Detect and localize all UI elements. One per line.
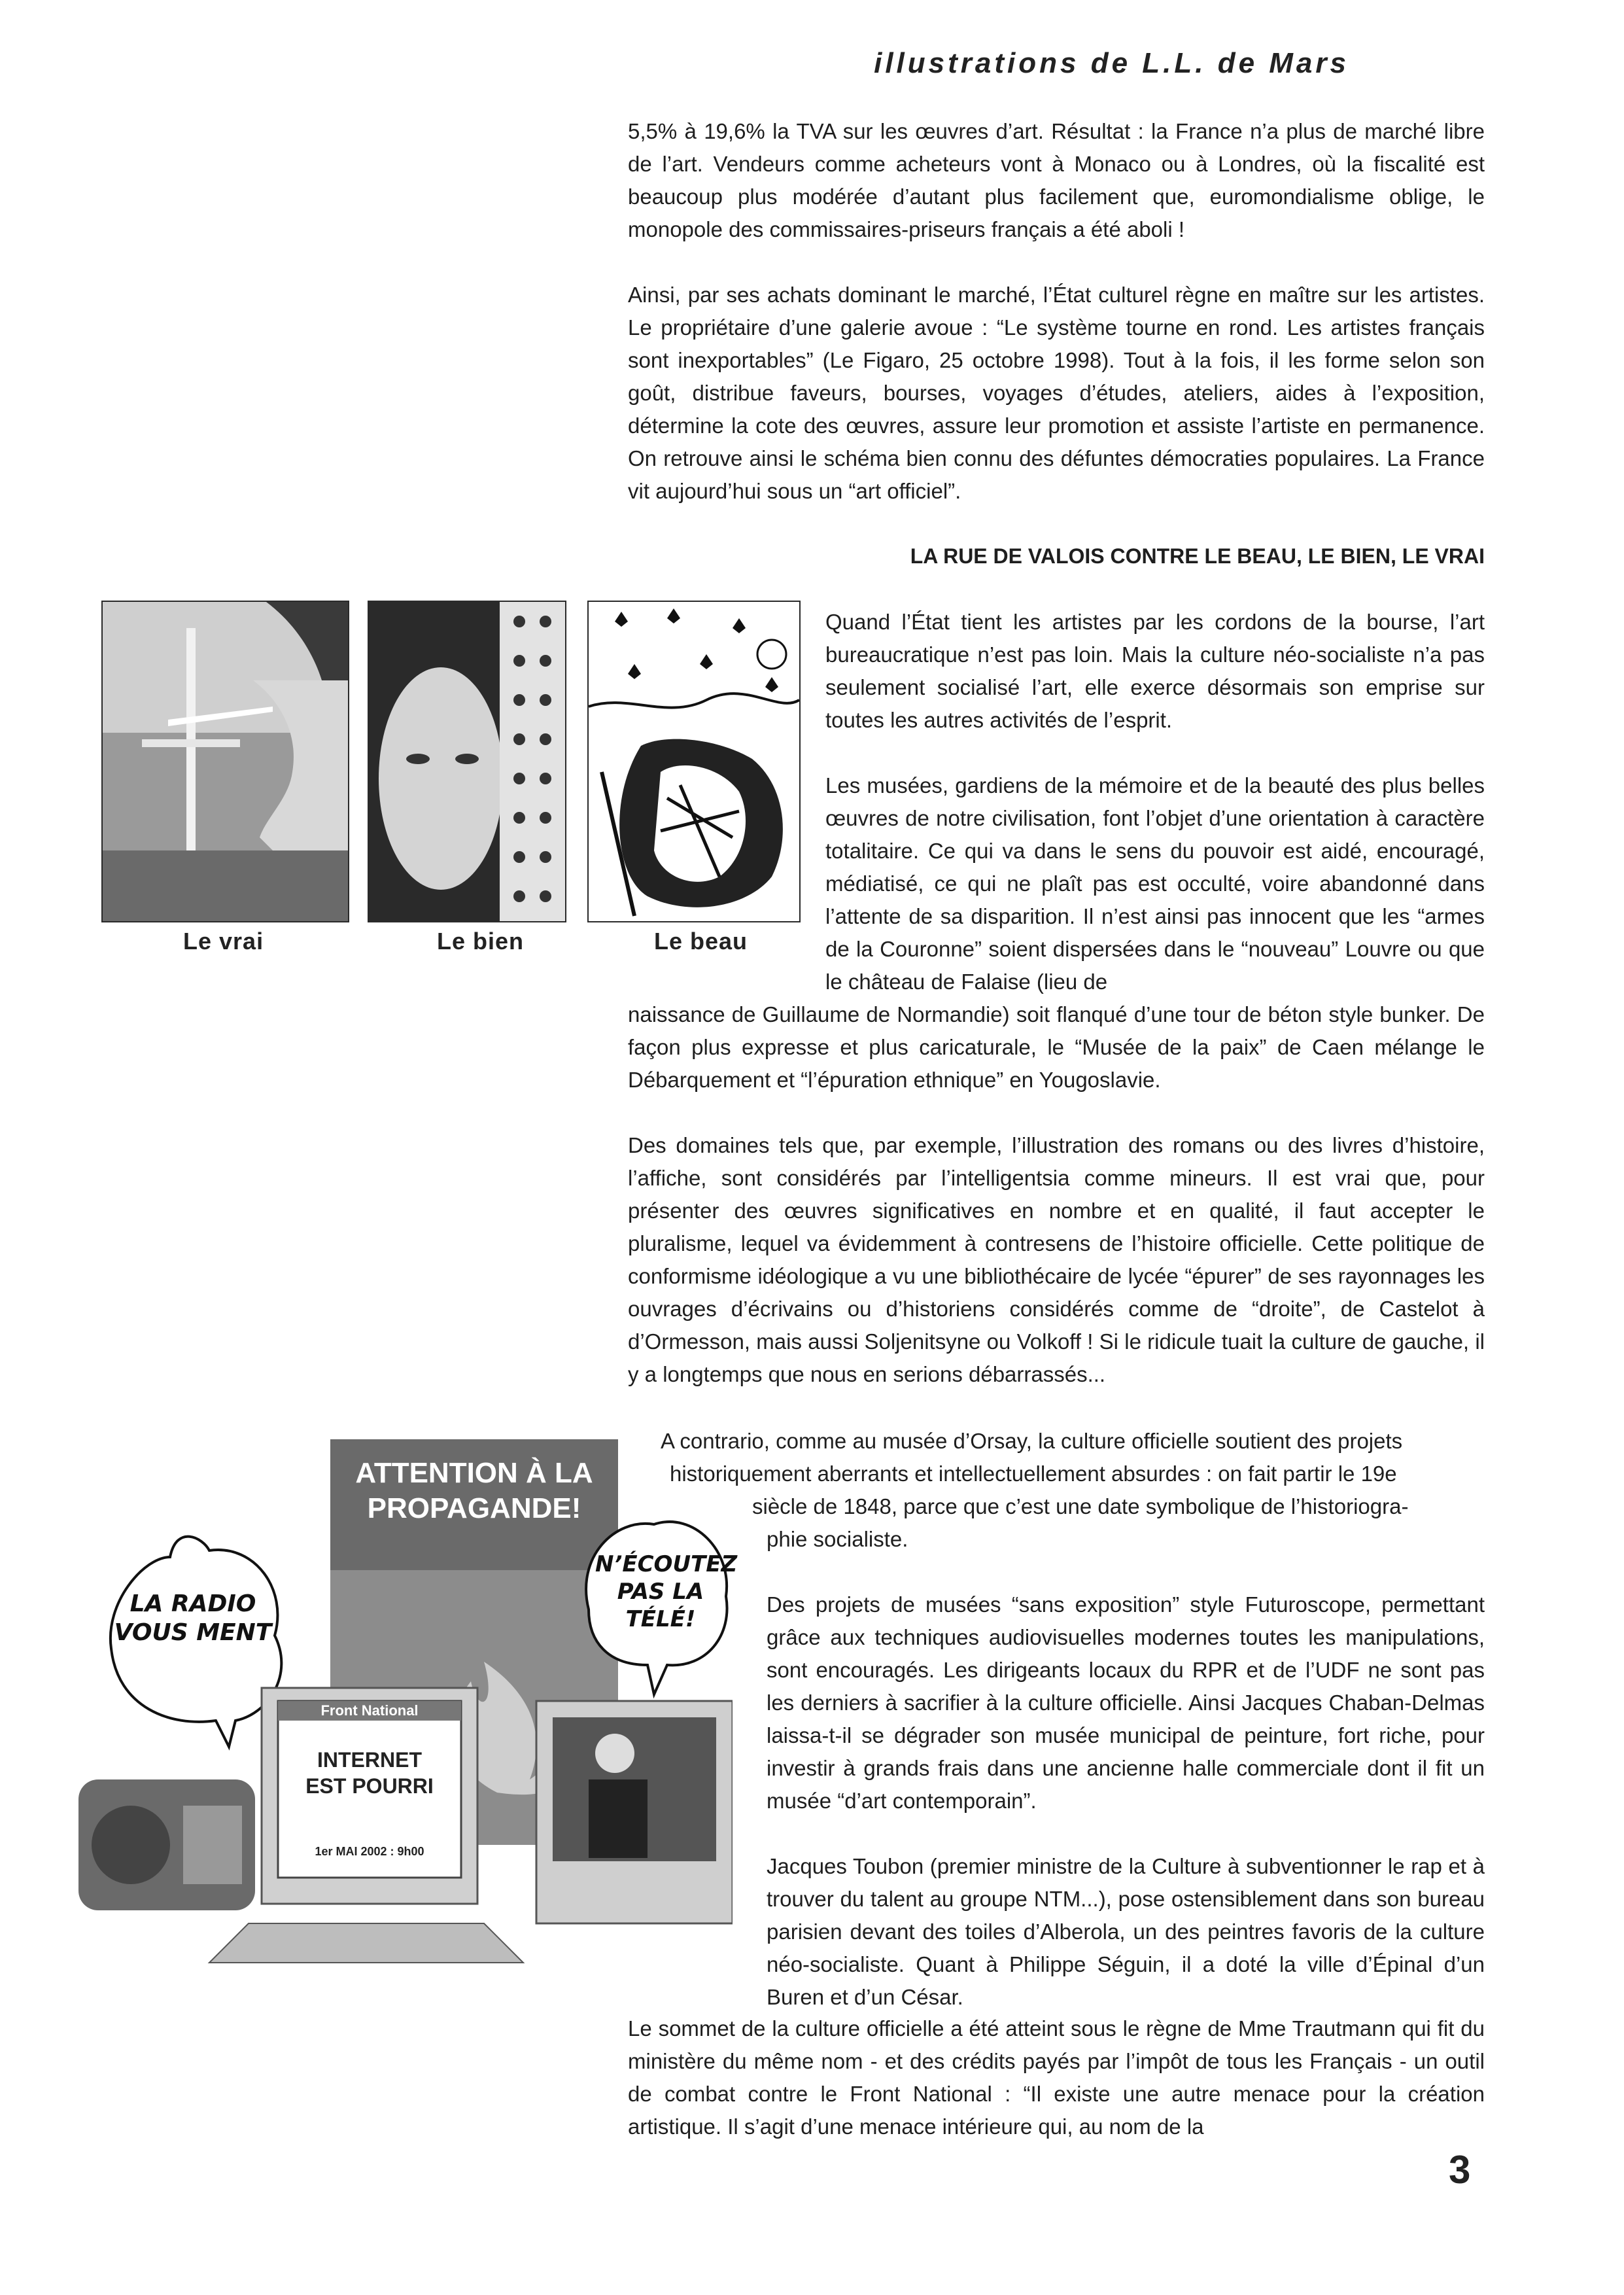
paragraph-musees: Les musées, gardiens de la mémoire et de la beauté des plus belles œuvres de notre civilisation, font l’objet d’une orientation à caractère totalitaire. Ce qui va dans le sens du pouvoir est aidé, encouragé, médiatisé, ce qui ne plaît pas est occulté, voire abandonné dans l’attente de sa disparition. Il n’est ainsi pas innocent que les “armes de la Couronne” soient dispersées dans le “nouveau” Louvre ou que le château de Falaise (lieu de: [825, 773, 1485, 994]
photo-le-vrai: [101, 601, 349, 922]
section-heading: LA RUE DE VALOIS CONTRE LE BEAU, LE BIEN, LE VRAI: [910, 544, 1485, 568]
paragraph-contrario-line-1: A contrario, comme au musée d’Orsay, la culture officielle soutient des projets: [661, 1429, 1403, 1453]
caption-le-bien: Le bien: [437, 928, 525, 955]
paragraph-tva: 5,5% à 19,6% la TVA sur les œuvres d’art. Résultat : la France n’a plus de marché libre de l’art. Vendeurs comme acheteurs vont à Monaco ou à Londres, où la fiscalité est beaucoup plus modérée d’autant plus facilement que, euromondialisme oblige, le monopole des commissaires-priseurs français a été aboli !: [628, 119, 1485, 241]
paragraph-etat-artistes: Quand l’État tient les artistes par les cordons de la bourse, l’art bureaucratique n’est pas loin. Mais la culture néo-socialiste n’a pas seulement socialisé l’art, elle exerce désormais son emprise sur toutes les autres activités de l’esprit.: [825, 610, 1485, 732]
screen-headline: INTERNET EST POURRI: [305, 1748, 434, 1798]
photo-le-bien: [368, 601, 566, 922]
paragraph-etat-culturel: Ainsi, par ses achats dominant le marché, l’État culturel règne en maître sur les artistes. Le propriétaire d’une galerie avoue : “Le système tourne en rond. Les artistes français sont inexportables” (Le Figaro, 25 octobre 1998). Tout à la fois, il les forme selon son goût, distribue faveurs, bourses, voyages d’études, ateliers, aides à l’exposition, détermine la cote des œuvres, assure leur promotion et assiste l’artiste en permanence. On retrouve ainsi le schéma bien connu des défuntes démocraties populaires. La France vit aujourd’hui sous un “art officiel”.: [628, 283, 1485, 503]
caption-le-beau: Le beau: [654, 928, 748, 955]
radio-bubble-text: LA RADIO VOUS MENT: [114, 1590, 272, 1646]
paragraph-trautmann: Le sommet de la culture officielle a été atteint sous le règne de Mme Trautmann qui fit du ministère du même nom - et des crédits payés par l’impôt de tous les Français - un outil de combat contre le Front National : “Il existe une autre menace pour la création artistique. Il s’agit d’une menace intérieure qui, au nom de la: [628, 2016, 1485, 2139]
paragraph-futuroscope: Des projets de musées “sans exposition” style Futuroscope, permettant grâce aux techniques audiovisuelles modernes toutes les manipulations, sont encouragés. Les dirigeants locaux du RPR et de l’UDF ne sont pas les derniers à sacrifier à la culture officielle. Ainsi Jacques Chaban-Delmas laissa-t-il se dégrader son musée municipal de peinture, fort riche, pour investir à grands frais dans une ancienne halle commerciale dont il fit un musée “d’art contemporain”.: [767, 1592, 1485, 1813]
poster-title: ATTENTION À LA PROPAGANDE!: [355, 1457, 593, 1524]
le-beau-drawing: [589, 602, 799, 921]
paragraph-toubon: Jacques Toubon (premier ministre de la Culture à subventionner le rap et à trouver du talent au groupe NTM...), pose ostensiblement dans son bureau parisien devant des toiles d’Alberola, un des peintres favoris de la culture néo-socialiste. Quant à Philippe Séguin, il a doté la ville d’Épinal d’un Buren et d’un César.: [767, 1854, 1485, 2009]
page-header-title: illustrations de L.L. de Mars: [874, 47, 1349, 79]
le-vrai-image: [103, 602, 348, 921]
caption-le-vrai: Le vrai: [183, 928, 264, 955]
page-number: 3: [1449, 2148, 1471, 2192]
paragraph-contrario-line-3: siècle de 1848, parce que c’est une date symbolique de l’historiogra-: [752, 1494, 1409, 1518]
paragraph-contrario-line-4: phie socialiste.: [767, 1527, 908, 1551]
photo-le-beau: [587, 601, 801, 922]
tv-bubble-text: N’ÉCOUTEZ PAS LA TÉLÉ!: [595, 1551, 738, 1632]
le-bien-image: [369, 602, 565, 921]
paragraph-domaines: Des domaines tels que, par exemple, l’illustration des romans ou des livres d’histoire, l’affiche, sont considérés par l’intelligentsia comme mineurs. Il est vrai que, pour présenter des œuvres significatives en nombre et en qualité, il faut accepter le pluralisme, lequel va évidemment à contresens de l’histoire officielle. Cette politique de conformisme idéologique a vu une bibliothécaire de lycée “épurer” de ses rayonnages les ouvrages d’écrivains ou d’historiens considérés comme de “droite”, de Castelot à d’Ormesson, mais aussi Soljenitsyne ou Volkoff ! Si le ridicule tuait la culture de gauche, il y a longtemps que nous en serions débarrassés...: [628, 1133, 1485, 1386]
screen-footer: 1er MAI 2002 : 9h00: [315, 1845, 424, 1858]
paragraph-musees-suite: naissance de Guillaume de Normandie) soit flanqué d’une tour de béton style bunker. De façon plus expresse et plus caricaturale, le “Musée de la paix” de Caen mélange le Débarquement et “l’épuration ethnique” en Yougoslavie.: [628, 1002, 1485, 1092]
screen-header: Front National: [320, 1702, 419, 1719]
paragraph-contrario-line-2: historiquement aberrants et intellectuellement absurdes : on fait partir le 19e: [670, 1462, 1397, 1486]
